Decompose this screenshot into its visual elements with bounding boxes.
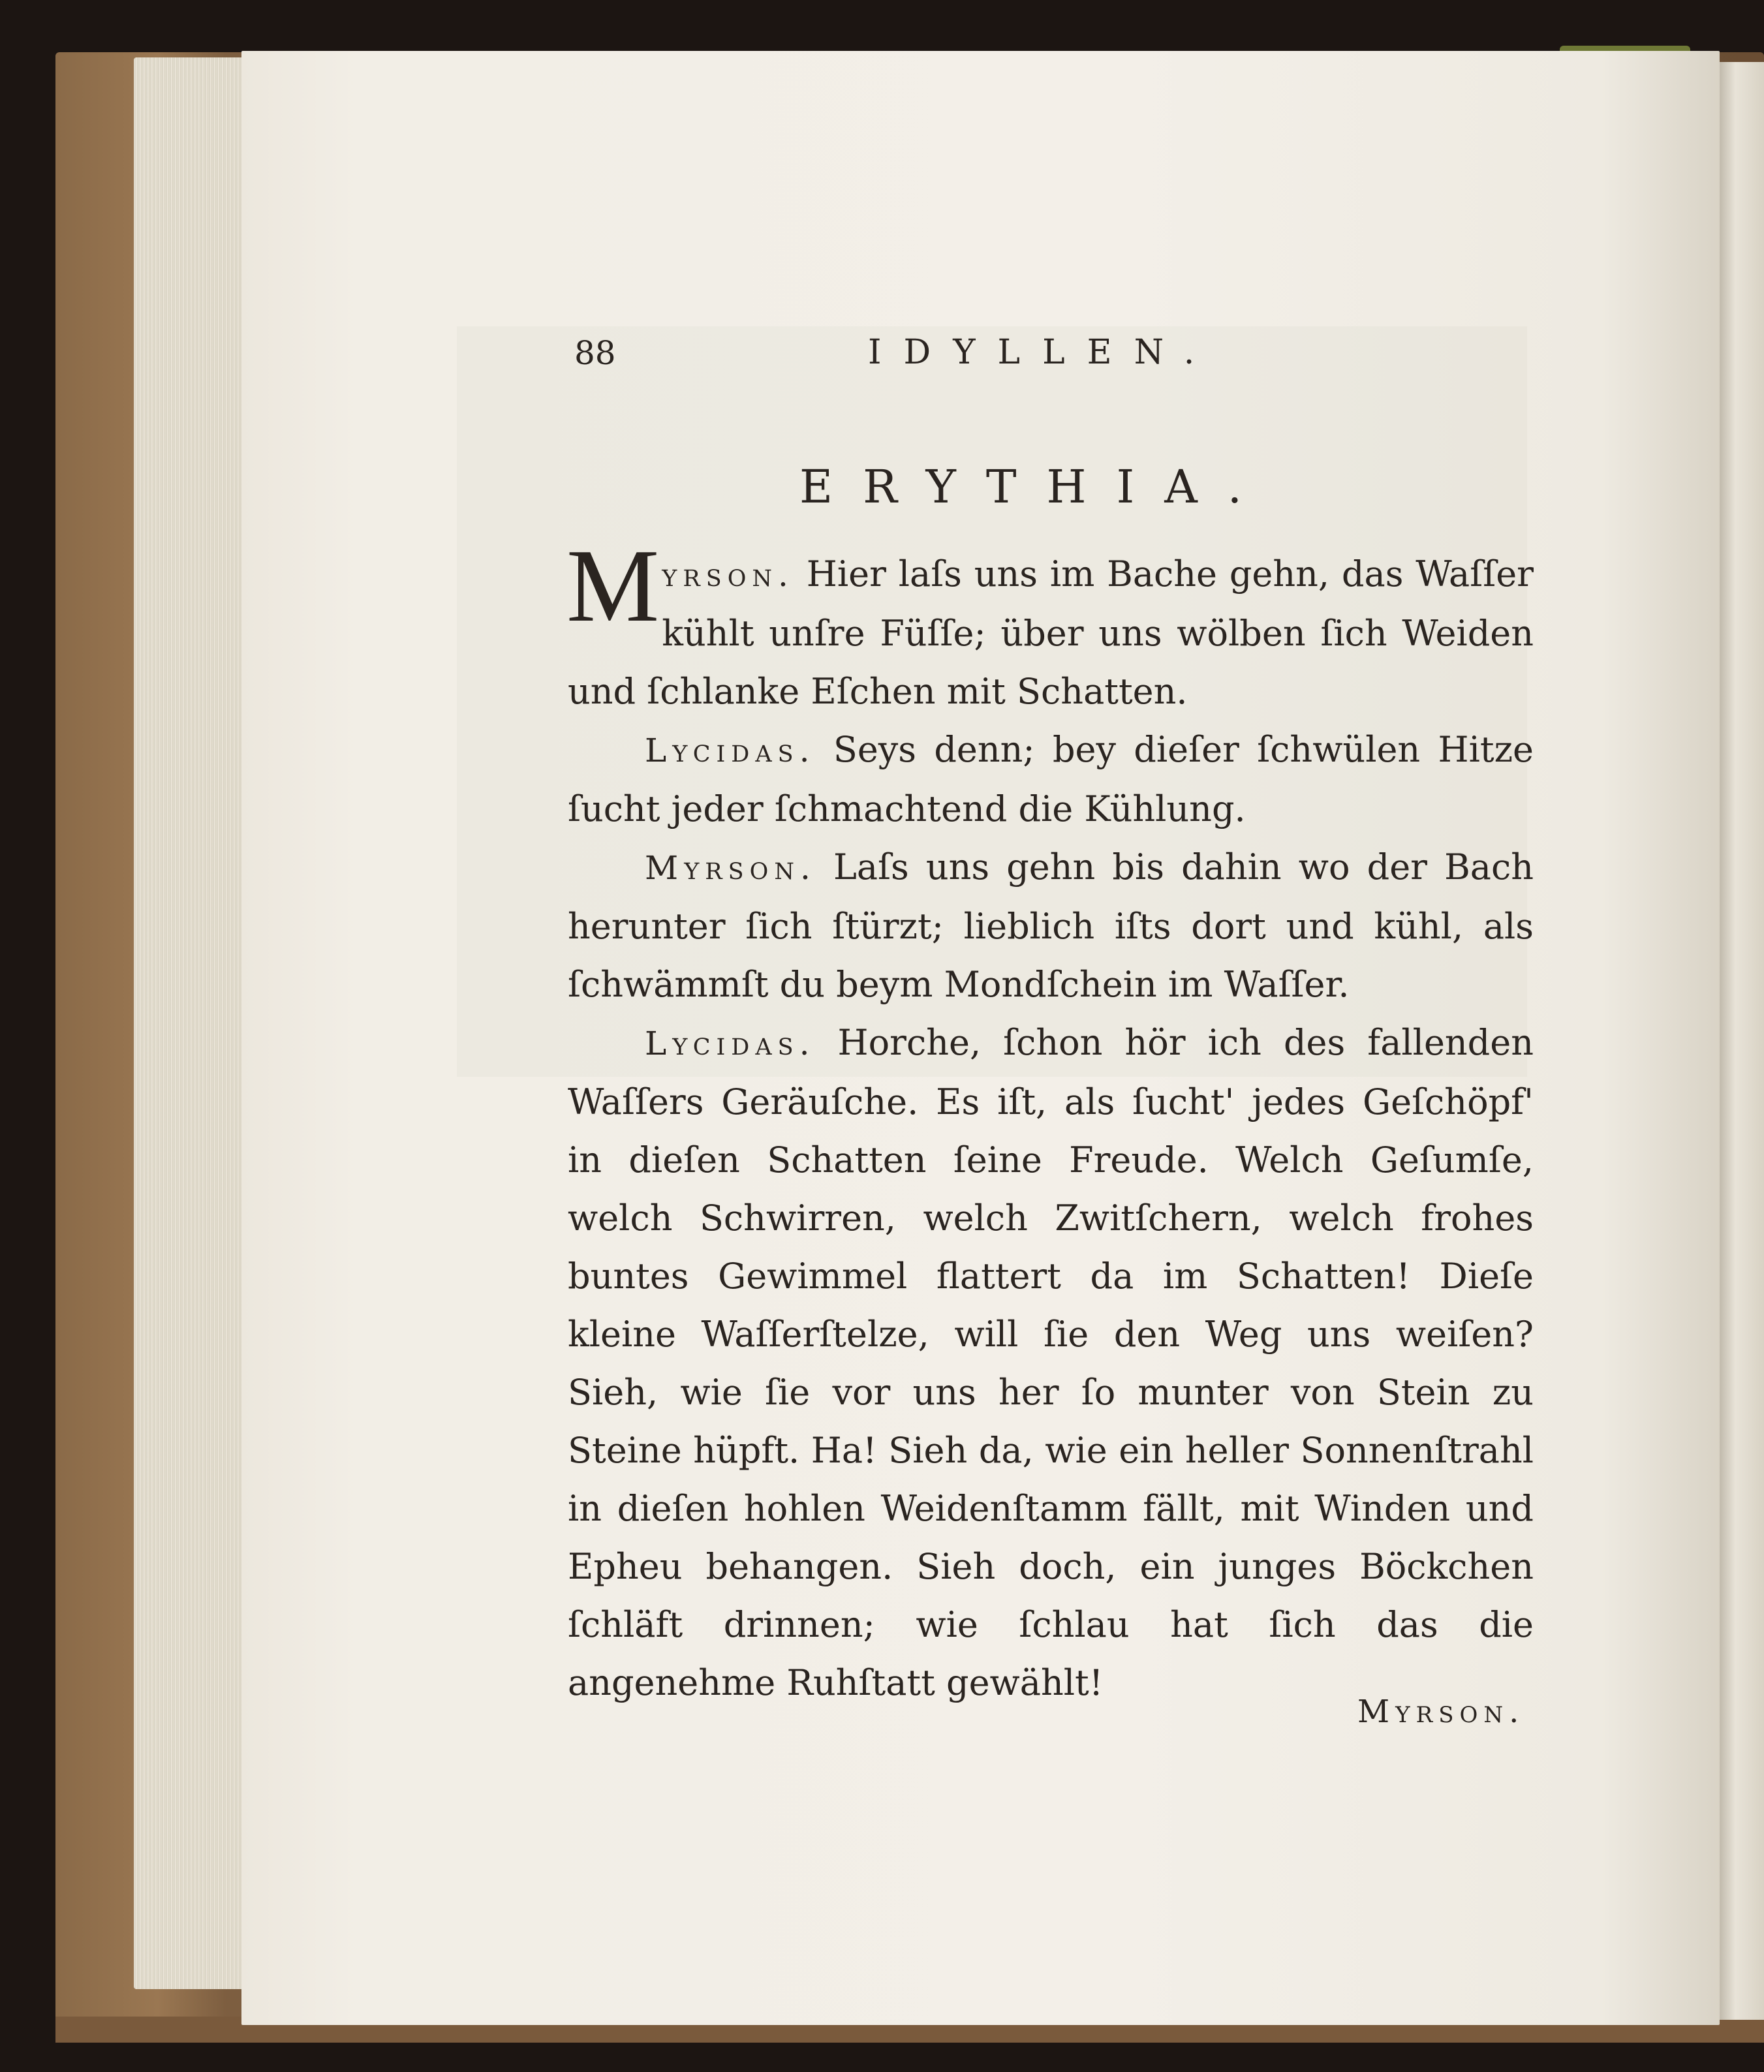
facing-page-edge xyxy=(1716,62,1764,2020)
paragraph xyxy=(568,720,1534,838)
running-head: IDYLLEN. xyxy=(868,333,1217,372)
drop-cap: M xyxy=(566,527,660,643)
paragraph-text: Seys denn; bey dieſer ſchwülen Hitze ſucht jeder ſchmachtend die Kühlung. xyxy=(568,729,1534,829)
body-text xyxy=(566,527,1534,1712)
paragraph xyxy=(568,1013,1534,1712)
speaker-name: Lycidas. xyxy=(645,732,816,769)
paragraph xyxy=(568,838,1534,1013)
speaker-name: Myrson. xyxy=(645,849,816,887)
speaker-name: yrson. xyxy=(662,556,794,594)
paragraph-text: Hier laſs uns im Bache gehn, das Waſſer kühlt unſre Füſſe; über uns wölben ſich Weiden und ſchlanke Eſchen mit Schatten. xyxy=(568,553,1534,712)
speaker-name: Lycidas. xyxy=(645,1025,816,1062)
catchword: Myrson. xyxy=(1357,1693,1525,1730)
paragraph xyxy=(566,527,1534,720)
page-number: 88 xyxy=(574,334,616,372)
page-edges xyxy=(134,57,245,1989)
paragraph-text: Horche, ſchon hör ich des fallenden Waſſers Geräuſche. Es iſt, als ſucht' jedes Geſchöpf' in dieſen Schatten ſeine Freude. Welch Geſumſe, welch Schwirren, welch Zwitſchern, welch frohes buntes Gewimmel flattert da im Schatten! Dieſe kleine Waſſerſtelze, will ſie den Weg uns weiſen? Sieh, wie ſie vor uns her ſo munter von Stein zu Steine hüpft. Ha! Sieh da, wie ein heller Sonnenſtrahl in dieſen hohlen Weidenſtamm fällt, mit Winden und Epheu behangen. Sieh doch, ein junges Böckchen ſchläft drinnen; wie ſchlau hat ſich das die angenehme Ruhſtatt gewählt! xyxy=(568,1022,1534,1703)
section-title: ERYTHIA. xyxy=(799,460,1273,514)
paragraph-text: Laſs uns gehn bis dahin wo der Bach herunter ſich ſtürzt; lieblich iſts dort und kühl, als ſchwämmſt du beym Mondſchein im Waſſer. xyxy=(568,846,1534,1005)
